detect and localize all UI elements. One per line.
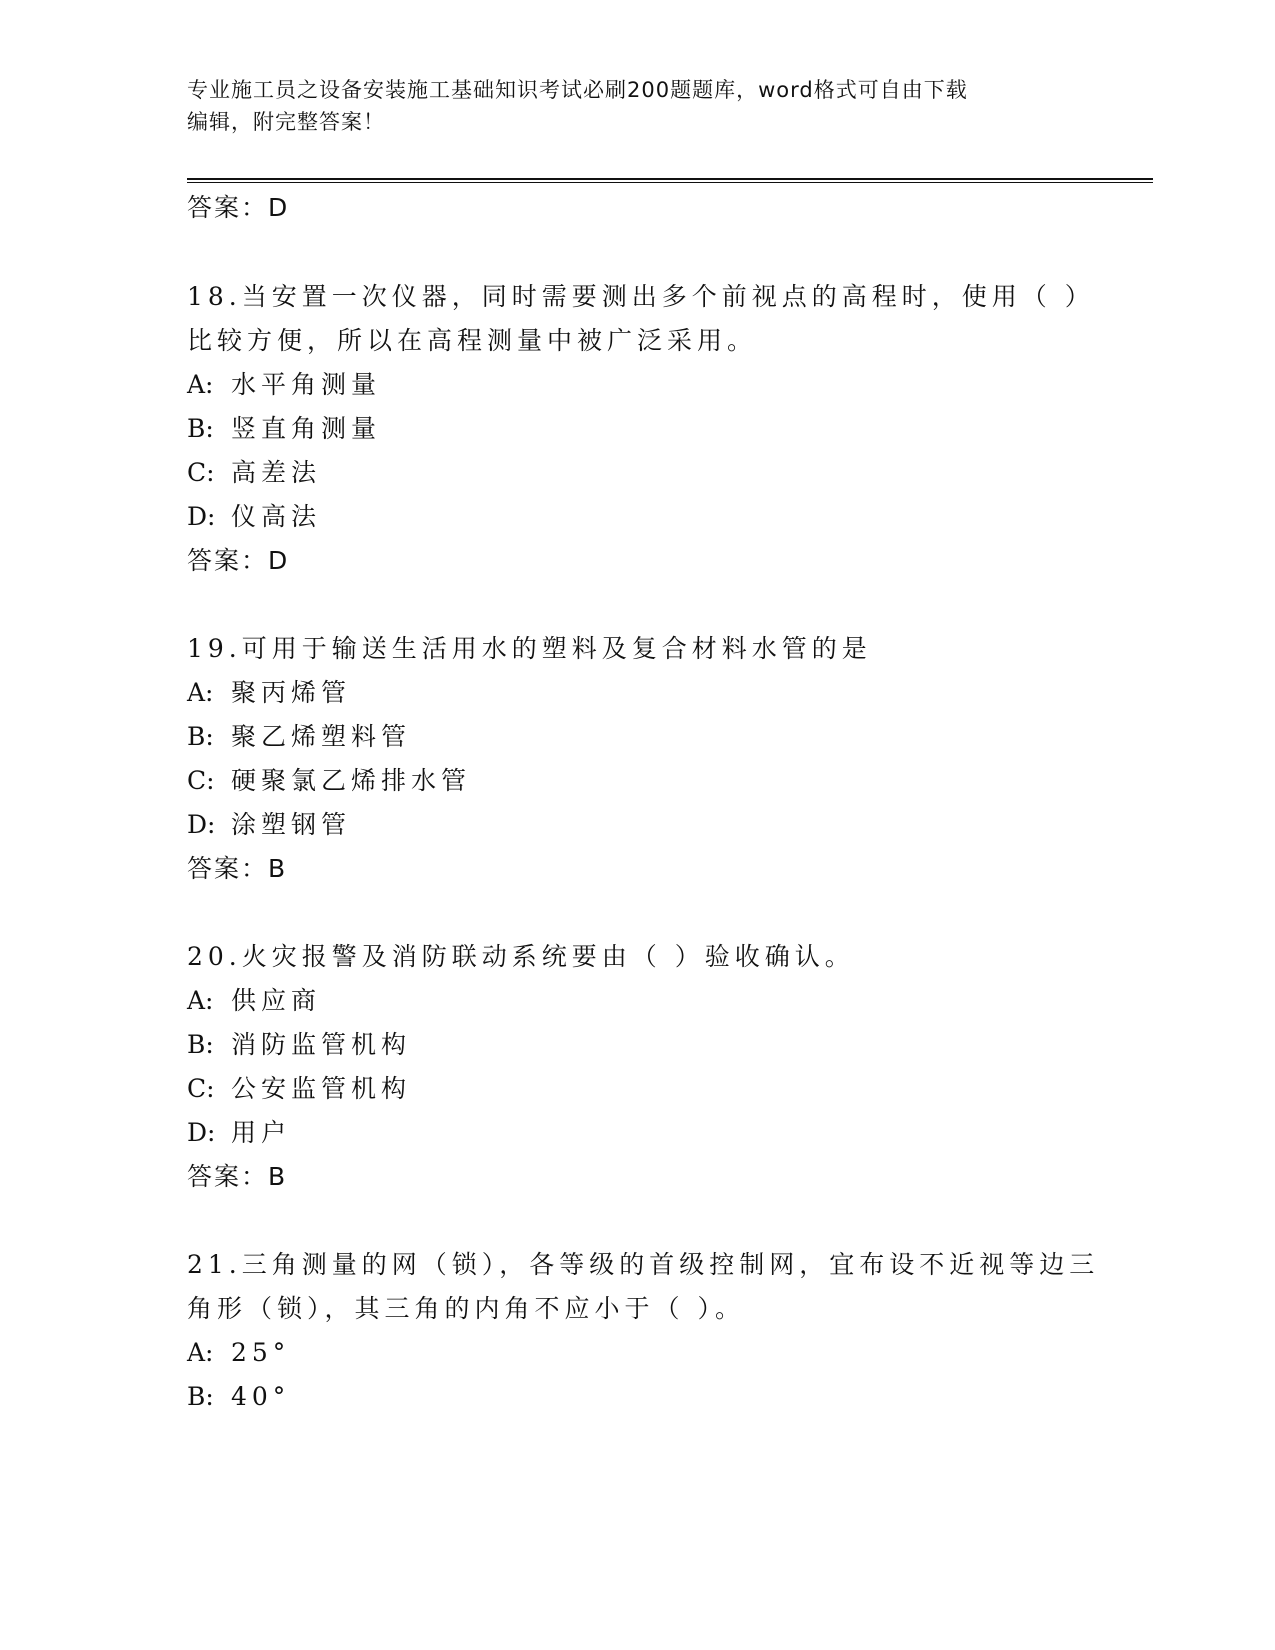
question-stem: 18.当安置一次仪器，同时需要测出多个前视点的高程时，使用（ ） bbox=[187, 282, 1095, 311]
option-item bbox=[187, 1074, 411, 1104]
option-letter: C: bbox=[187, 458, 215, 487]
option-item bbox=[187, 458, 321, 488]
option-letter: B: bbox=[187, 1382, 214, 1411]
option-letter: D: bbox=[187, 810, 216, 839]
question-stem: 21.三角测量的网（锁），各等级的首级控制网，宜布设不近视等边三 bbox=[187, 1250, 1100, 1279]
question-stem: 19.可用于输送生活用水的塑料及复合材料水管的是 bbox=[187, 634, 872, 663]
option-item bbox=[187, 678, 351, 708]
option-item bbox=[187, 810, 351, 840]
option-text: 硬聚氯乙烯排水管 bbox=[231, 766, 472, 795]
option-letter: C: bbox=[187, 1074, 215, 1103]
option-item bbox=[187, 1030, 411, 1060]
option-text: 消防监管机构 bbox=[231, 1030, 412, 1059]
option-letter: D: bbox=[187, 1118, 216, 1147]
option-item bbox=[187, 986, 321, 1016]
option-text: 水平角测量 bbox=[231, 370, 382, 399]
option-text: 涂塑钢管 bbox=[231, 810, 352, 839]
option-letter: B: bbox=[187, 722, 214, 751]
option-item bbox=[187, 1382, 290, 1412]
option-item bbox=[187, 722, 411, 752]
option-text: 25° bbox=[231, 1338, 291, 1367]
option-item bbox=[187, 370, 381, 400]
option-text: 竖直角测量 bbox=[231, 414, 382, 443]
header-divider-thick bbox=[187, 178, 1153, 180]
header-line-2: 编辑，附完整答案！ bbox=[187, 110, 385, 134]
option-text: 聚丙烯管 bbox=[231, 678, 352, 707]
option-item bbox=[187, 1338, 290, 1368]
answer-label: 答案：D bbox=[187, 193, 290, 222]
option-text: 40° bbox=[231, 1382, 291, 1411]
question-stem: 比较方便，所以在高程测量中被广泛采用。 bbox=[187, 326, 758, 355]
option-text: 供应商 bbox=[231, 986, 322, 1015]
option-letter: B: bbox=[187, 1030, 214, 1059]
document-header bbox=[187, 74, 1067, 138]
option-item bbox=[187, 414, 381, 444]
option-item bbox=[187, 502, 321, 532]
answer-label: 答案：D bbox=[187, 546, 290, 575]
option-letter: D: bbox=[187, 502, 216, 531]
option-text: 聚乙烯塑料管 bbox=[231, 722, 412, 751]
question-stem: 角形（锁），其三角的内角不应小于（ ）。 bbox=[187, 1294, 745, 1323]
option-letter: A: bbox=[187, 1338, 214, 1367]
option-item bbox=[187, 766, 471, 796]
option-letter: A: bbox=[187, 370, 214, 399]
option-letter: A: bbox=[187, 986, 214, 1015]
header-divider-thin bbox=[187, 182, 1153, 183]
question-stem: 20.火灾报警及消防联动系统要由（ ）验收确认。 bbox=[187, 942, 855, 971]
option-letter: B: bbox=[187, 414, 214, 443]
option-text: 仪高法 bbox=[231, 502, 322, 531]
option-letter: C: bbox=[187, 766, 215, 795]
option-text: 高差法 bbox=[231, 458, 322, 487]
answer-label: 答案：B bbox=[187, 1162, 288, 1191]
answer-label: 答案：B bbox=[187, 854, 288, 883]
option-letter: A: bbox=[187, 678, 214, 707]
header-line-1: 专业施工员之设备安装施工基础知识考试必刷200题题库，word格式可自由下载 bbox=[187, 78, 968, 102]
option-text: 用户 bbox=[231, 1118, 292, 1147]
option-text: 公安监管机构 bbox=[231, 1074, 412, 1103]
option-item bbox=[187, 1118, 291, 1148]
